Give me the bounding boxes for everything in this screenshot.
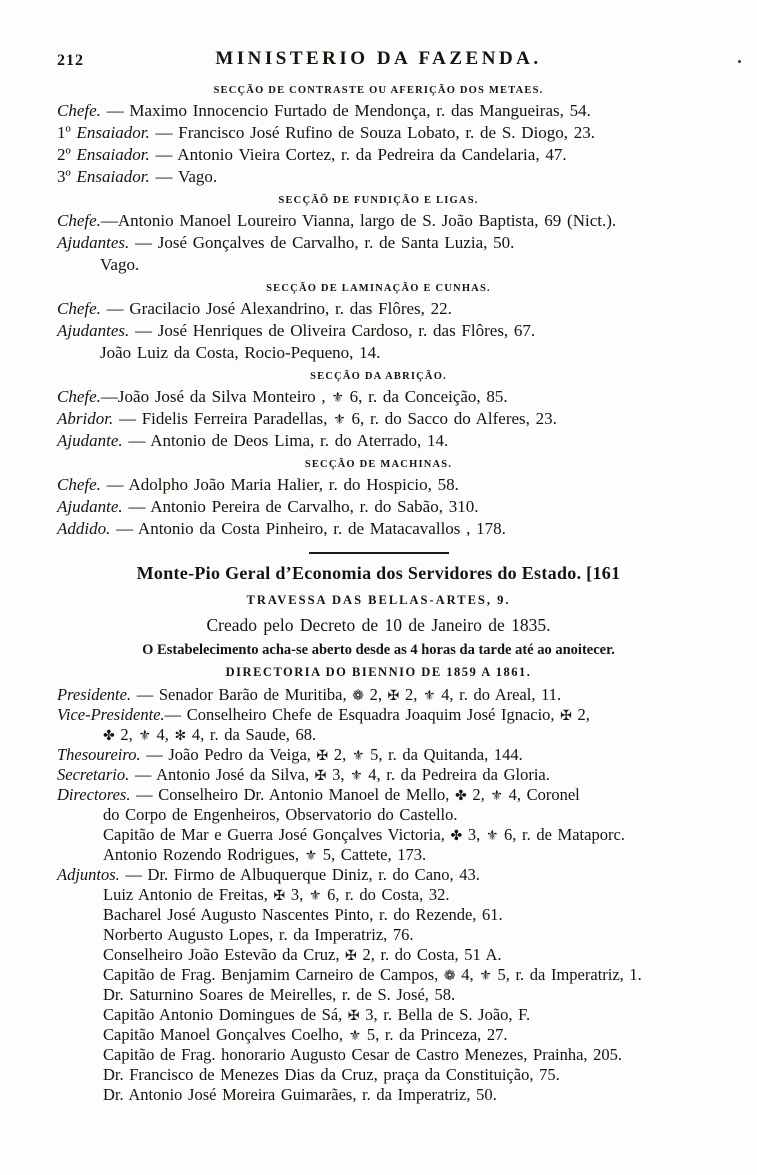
christ-cross-icon: ✠ [316,748,329,764]
entry-text: 2, [328,745,352,764]
crowned-medal-icon: ⚜ [138,728,151,744]
entry-text: Capitão Manoel Gonçalves Coelho, [103,1025,349,1044]
entry-text: 2, [114,725,139,744]
entry-text: — Adolpho João Maria Halier, r. do Hospicio, 58. [100,475,459,494]
entry-line [0,805,757,825]
entry-text: Capitão Antonio Domingues de Sá, [103,1005,348,1024]
entry-text: 5, Cattete, 173. [317,845,427,864]
entry-text: 4, Coronel [502,785,580,804]
entry-text: Capitão de Frag. honorario Augusto Cesar de Castro Menezes, Prainha, 205. [103,1045,623,1064]
section-heading: SECÇÃO DE MACHINAS. [304,459,453,470]
entry-text: — Dr. Firmo de Albuquerque Diniz, r. do Cano, 43. [119,865,480,884]
entry-text: Dr. Saturnino Soares de Meirelles, r. de S. José, 58. [103,985,456,1004]
entry-line [0,232,757,254]
entry-text: — Senador Barão de Muritiba, [131,685,353,704]
entry-line [0,122,757,144]
entry-text: do Corpo de Engenheiros, Observatorio do Castello. [103,805,458,824]
entry-text: 6, r. da Conceição, 85. [343,387,508,406]
entry-text: — Conselheiro Chefe de Esquadra Joaquim José Ignacio, [164,705,561,724]
crowned-medal-icon: ⚜ [304,848,318,864]
entry-text: — Francisco José Rufino de Souza Lobato, r. de S. Diogo, 23. [149,123,596,142]
entry-text: Dr. Francisco de Menezes Dias da Cruz, praça da Constituição, 75. [103,1065,560,1084]
entry-line [0,1025,757,1045]
christ-cross-icon: ✠ [273,888,286,904]
entry-role-label: Presidente. [57,685,132,704]
entry-line [0,785,757,805]
christ-cross-icon: ✠ [347,1008,360,1024]
entry-text: 6, r. de Mataporc. [498,825,625,844]
entry-text: 3º [57,167,77,186]
entry-role-label: Thesoureiro. [57,745,141,764]
entry-line [0,1005,757,1025]
entry-role-label: Ajudante. [57,497,123,516]
entry-role-label: Secretario. [57,765,130,784]
entry-text: 3, [285,885,309,904]
entry-text: 2, [466,785,491,804]
entry-text: Luiz Antonio de Freitas, [103,885,274,904]
entry-line [0,408,757,430]
entry-text: — Fidelis Ferreira Paradellas, [113,409,334,428]
christ-cross-icon: ✠ [560,708,572,724]
entry-role-label: Chefe. [57,101,101,120]
entry-role-label: Vice-Presidente. [57,705,165,724]
entry-text: 4, [150,725,175,744]
entry-role-label: Adjuntos. [57,865,120,884]
entry-line [0,705,757,725]
entry-text: — Antonio de Deos Lima, r. do Aterrado, 14. [122,431,449,450]
entry-text: Capitão de Frag. Benjamim Carneiro de Campos, [103,965,444,984]
entry-text: 2, [363,685,388,704]
entry-line [0,985,757,1005]
entry-text: 2, [571,705,590,724]
entry-role-label: Ajudante. [57,431,123,450]
entry-line [0,1065,757,1085]
page-number: 212 [57,52,84,69]
entry-text: 4, r. da Pedreira da Gloria. [362,765,550,784]
entry-text: — Maximo Innocencio Furtado de Mendonça, r. das Mangueiras, 54. [100,101,591,120]
entry-line [0,496,757,518]
rosette-medal-icon: ❁ [443,968,456,984]
fleury-cross-icon: ✤ [450,828,463,844]
entry-line [0,430,757,452]
entry-text: Capitão de Mar e Guerra José Gonçalves Victoria, [103,825,451,844]
section-heading: SECÇÃÕ DE FUNDIÇÃO E LIGAS. [278,195,479,206]
star-medal-icon: ✻ [174,728,187,744]
entry-line [0,685,757,705]
ink-speck [738,60,741,63]
entry-line [0,386,757,408]
montepio-title: Monte-Pio Geral d’Economia dos Servidores do Estado. [161 [136,563,621,583]
entry-line [0,865,757,885]
entry-text: —João José da Silva Monteiro , [100,387,332,406]
entry-line [0,765,757,785]
entry-line [0,825,757,845]
entry-text: — Antonio da Costa Pinheiro, r. de Matacavallos , 178. [110,519,506,538]
entry-role-label: Chefe. [57,299,101,318]
entry-line [0,905,757,925]
entry-role-label: Chefe. [57,211,101,230]
fleury-cross-icon: ✤ [455,788,467,804]
section-heading: SECÇÃO DA ABRIÇÃO. [310,371,447,382]
entry-text: Norberto Augusto Lopes, r. da Imperatriz, 76. [103,925,414,944]
crowned-medal-icon: ⚜ [308,888,322,904]
christ-cross-icon: ✠ [314,768,327,784]
entry-text: 4, r. da Saude, 68. [186,725,317,744]
page-title: MINISTERIO DA FAZENDA. [215,48,542,69]
entry-text: Dr. Antonio José Moreira Guimarães, r. da Imperatriz, 50. [103,1085,497,1104]
montepio-decree: Creado pelo Decreto de 10 de Janeiro de 1835. [206,615,551,635]
montepio-address: TRAVESSA DAS BELLAS-ARTES, 9. [246,593,511,607]
ministry-sections [0,85,757,540]
entry-text: 3, [326,765,351,784]
entry-text: 6, r. do Costa, 32. [321,885,450,904]
entry-line [0,745,757,765]
section-divider-rule [309,552,449,554]
entry-text: 2º [57,145,77,164]
entry-text: Bacharel José Augusto Nascentes Pinto, r. do Rezende, 61. [103,905,503,924]
entry-line [0,144,757,166]
entry-line [0,1085,757,1105]
entry-text: 2, [399,685,423,704]
entry-text: — José Henriques de Oliveira Cardoso, r. das Flôres, 67. [129,321,536,340]
section-heading: SECÇÃO DE LAMINAÇÃO E CUNHAS. [266,283,491,294]
entry-line [0,925,757,945]
entry-line [0,298,757,320]
montepio-board-heading: DIRECTORIA DO BIENNIO DE 1859 A 1861. [225,665,532,679]
entry-text: 4, r. do Areal, 11. [435,685,562,704]
entry-text: — José Gonçalves de Carvalho, r. de Santa Luzia, 50. [129,233,515,252]
entry-role-label: Chefe. [57,387,101,406]
crowned-medal-icon: ⚜ [422,688,436,704]
montepio-block [0,563,757,1105]
crowned-medal-icon: ⚜ [485,828,499,844]
entry-text: 3, r. Bella de S. João, F. [359,1005,531,1024]
entry-text: Conselheiro João Estevão da Cruz, [103,945,346,964]
entry-role-label: Ensaiador. [76,123,150,142]
entry-line [0,1045,757,1065]
entry-line [0,342,757,364]
entry-text: — Antonio José da Silva, [129,765,315,784]
entry-line [0,210,757,232]
entry-line [0,518,757,540]
fleury-cross-icon: ✤ [103,728,115,744]
entry-text: — Antonio Vieira Cortez, r. da Pedreira da Candelaria, 47. [149,145,567,164]
crowned-medal-icon: ⚜ [331,390,344,406]
entry-text: — João Pedro da Veiga, [140,745,317,764]
entry-text: 4, [455,965,480,984]
entry-line [0,885,757,905]
crowned-medal-icon: ⚜ [490,788,503,804]
entry-text: — Antonio Pereira de Carvalho, r. do Sabão, 310. [122,497,479,516]
entry-line [0,474,757,496]
entry-line [0,254,757,276]
page-header [0,48,757,78]
entry-text: 5, r. da Quitanda, 144. [364,745,523,764]
entry-line [0,166,757,188]
entry-text: João Luiz da Costa, Rocio-Pequeno, 14. [100,343,381,362]
crowned-medal-icon: ⚜ [479,968,492,984]
entry-text: Antonio Rozendo Rodrigues, [103,845,305,864]
entry-role-label: Addido. [57,519,111,538]
entry-text: — Gracilacio José Alexandrino, r. das Flôres, 22. [100,299,452,318]
entry-role-label: Chefe. [57,475,101,494]
montepio-entries [0,685,757,1105]
entry-line [0,945,757,965]
entry-text: —Antonio Manoel Loureiro Vianna, largo de S. João Baptista, 69 (Nict.). [100,211,617,230]
entry-line [0,320,757,342]
entry-text: Vago. [100,255,140,274]
crowned-medal-icon: ⚜ [350,768,363,784]
entry-role-label: Ensaiador. [76,167,150,186]
entry-line [0,100,757,122]
christ-cross-icon: ✠ [345,948,357,964]
entry-line [0,725,757,745]
entry-line [0,965,757,985]
entry-text: — Vago. [149,167,218,186]
rosette-medal-icon: ❁ [352,688,364,704]
crowned-medal-icon: ⚜ [348,1028,362,1044]
entry-text: 5, r. da Imperatriz, 1. [491,965,642,984]
entry-role-label: Abridor. [57,409,114,428]
entry-text: 3, [462,825,486,844]
entry-text: — Conselheiro Dr. Antonio Manoel de Mello, [130,785,456,804]
entry-role-label: Ajudantes. [57,233,130,252]
entry-text: 5, r. da Princeza, 27. [361,1025,508,1044]
entry-text: 2, r. do Costa, 51 A. [356,945,502,964]
entry-role-label: Directores. [57,785,131,804]
montepio-hours: O Estabelecimento acha-se aberto desde as 4 horas da tarde até ao anoitecer. [142,642,615,658]
entry-role-label: Ajudantes. [57,321,130,340]
entry-line [0,845,757,865]
entry-text: 6, r. do Sacco do Alferes, 23. [345,409,557,428]
entry-text: 1º [57,123,77,142]
entry-role-label: Ensaiador. [76,145,150,164]
crowned-medal-icon: ⚜ [351,748,365,764]
section-heading: SECÇÃO DE CONTRASTE OU AFERIÇÃO DOS METAES. [213,85,544,96]
crowned-medal-icon: ⚜ [333,412,346,428]
christ-cross-icon: ✠ [387,688,400,704]
